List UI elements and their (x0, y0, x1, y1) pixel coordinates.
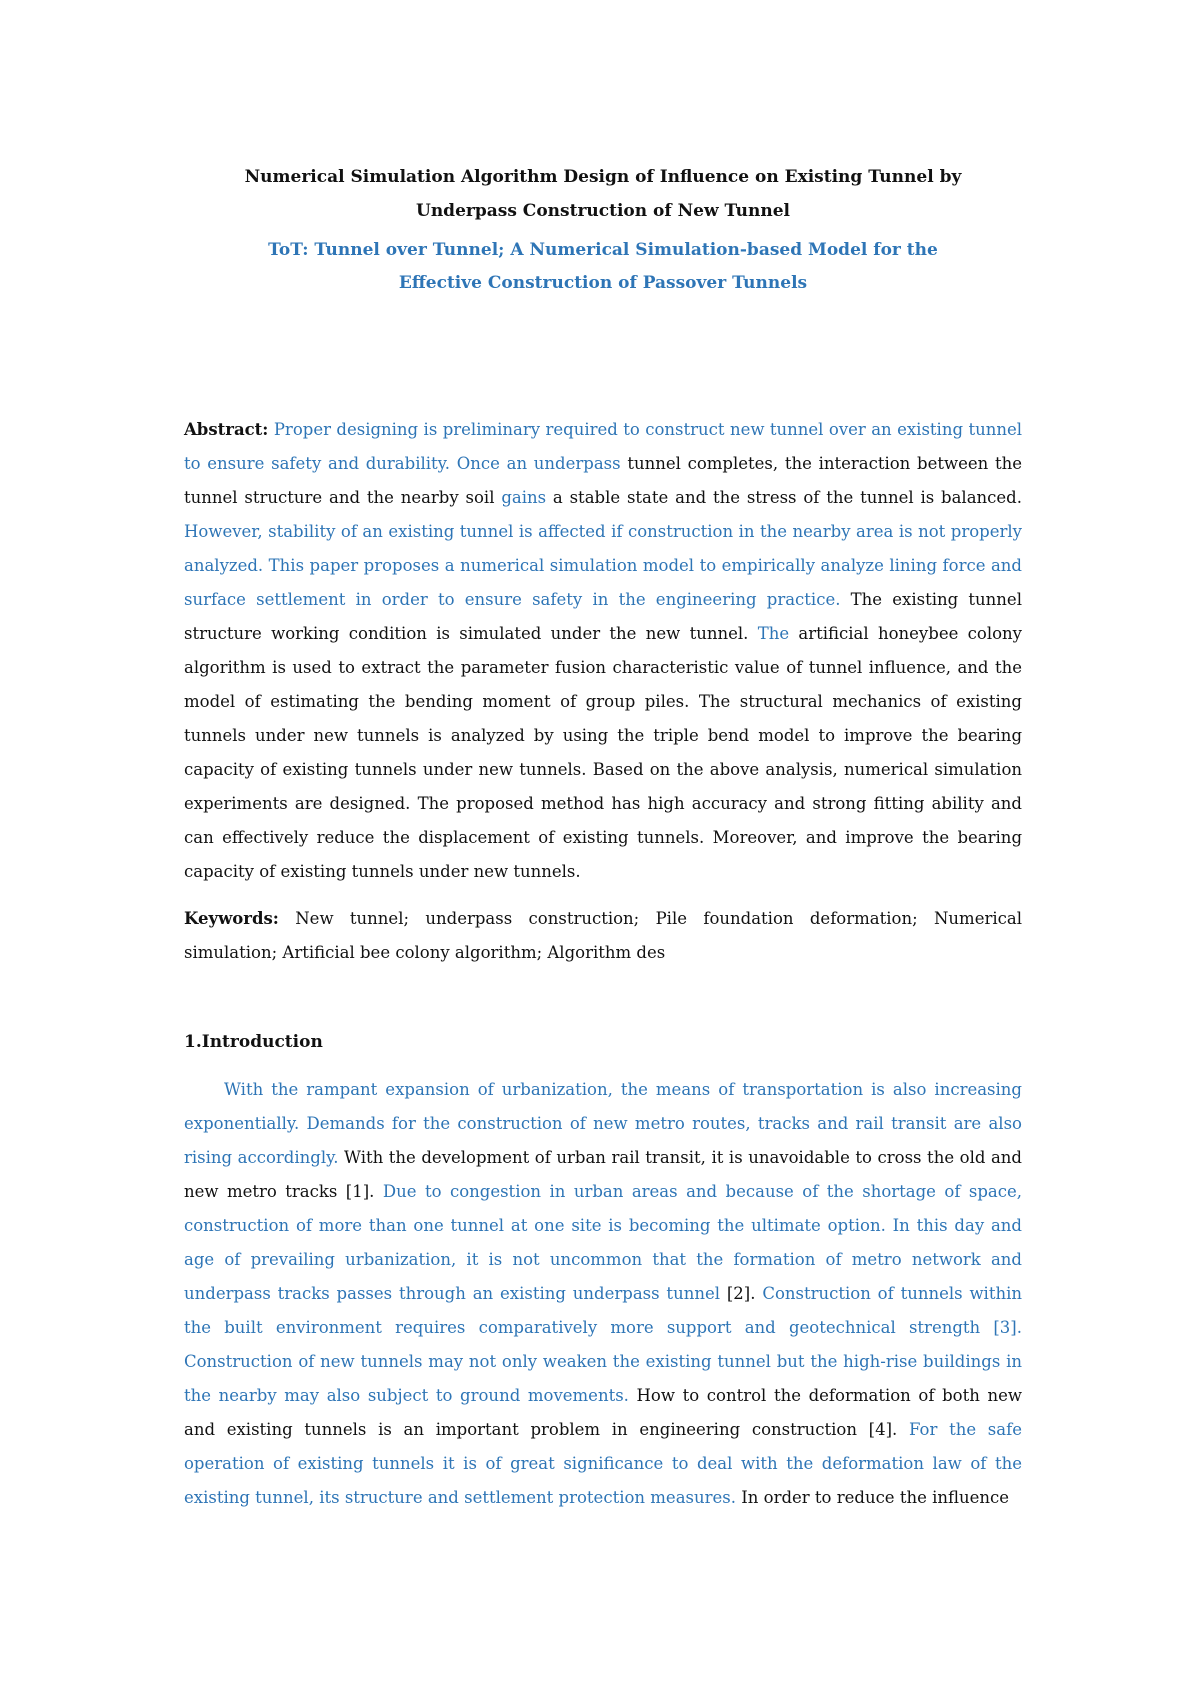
paper-title: Numerical Simulation Algorithm Design of Influence on Existing Tunnel by Underpass Construction of New Tunnel (244, 167, 962, 221)
abstract-segment: However, stability of an existing tunnel is affected if construction in the nearby area is not properly analyzed. This paper proposes a numerical simulation model to empirically analyze lining force and surface settlement in order to ensure safety in the engineering practice. (184, 522, 1022, 609)
abstract-segment: Proper designing is preliminary required to construct new tunnel over an existing tunnel to ensure safety and durability. Once an underpass (184, 420, 1022, 473)
abstract-segment: The (757, 624, 790, 643)
intro-segment: Due to congestion in urban areas and because of the shortage of space, construction of more than one tunnel at one site is becoming the ultimate option. In this day and age of prevailing urbanization, it is not uncommon that the formation of metro network and underpass tracks passes through an existing underpass tunnel (184, 1182, 1022, 1303)
intro-segment: In order to reduce the influence (736, 1488, 1010, 1507)
abstract-label: Abstract: (184, 420, 269, 439)
intro-segment: For the safe operation of existing tunnels it is of great significance to deal with the deformation law of the existing tunnel, its structure and settlement protection measures. (184, 1420, 1022, 1507)
intro-segment: [2]. (720, 1284, 763, 1303)
abstract-segment: a stable state and the stress of the tunnel is balanced. (546, 488, 1022, 507)
introduction-paragraph (184, 1073, 1022, 1515)
keywords-text: New tunnel; underpass construction; Pile foundation deformation; Numerical simulation; Artificial bee colony algorithm; Algorithm des (184, 909, 1022, 962)
page-content (184, 160, 1022, 1515)
section-heading-introduction: 1.Introduction (184, 1032, 323, 1052)
abstract-segment: tunnel completes, the interaction between the tunnel structure and the nearby soil (184, 454, 1022, 507)
abstract-segment: The existing tunnel structure working condition is simulated under the new tunnel. (184, 590, 1022, 643)
abstract-segment: artificial honeybee colony algorithm is used to extract the parameter fusion characteristic value of tunnel influence, and the model of estimating the bending moment of group piles. The structural mechanics of existing tunnels under new tunnels is analyzed by using the triple bend model to improve the bearing capacity of existing tunnels under new tunnels. Based on the above analysis, numerical simulation experiments are designed. The proposed method has high accuracy and strong fitting ability and can effectively reduce the displacement of existing tunnels. Moreover, and improve the bearing capacity of existing tunnels under new tunnels. (184, 624, 1022, 881)
abstract-segment: gains (501, 488, 547, 507)
intro-segment: With the development of urban rail transit, it is unavoidable to cross the old and new metro tracks [1]. (184, 1148, 1022, 1201)
keywords-paragraph (184, 902, 1022, 970)
paper-subtitle: ToT: Tunnel over Tunnel; A Numerical Simulation-based Model for the Effective Construction of Passover Tunnels (268, 240, 938, 293)
intro-segment: Construction of tunnels within the built environment requires comparatively more support and geotechnical strength [3]. Construction of new tunnels may not only weaken the existing tunnel but the high-rise buildings in the nearby may also subject to ground movements. (184, 1284, 1023, 1405)
abstract-paragraph (184, 413, 1022, 889)
intro-segment: How to control the deformation of both new and existing tunnels is an important problem in engineering construction [4]. (184, 1386, 1022, 1439)
keywords-label: Keywords: (184, 909, 279, 928)
intro-segment: With the rampant expansion of urbanization, the means of transportation is also increasing exponentially. Demands for the construction of new metro routes, tracks and rail transit are also rising accordingly. (184, 1080, 1022, 1167)
